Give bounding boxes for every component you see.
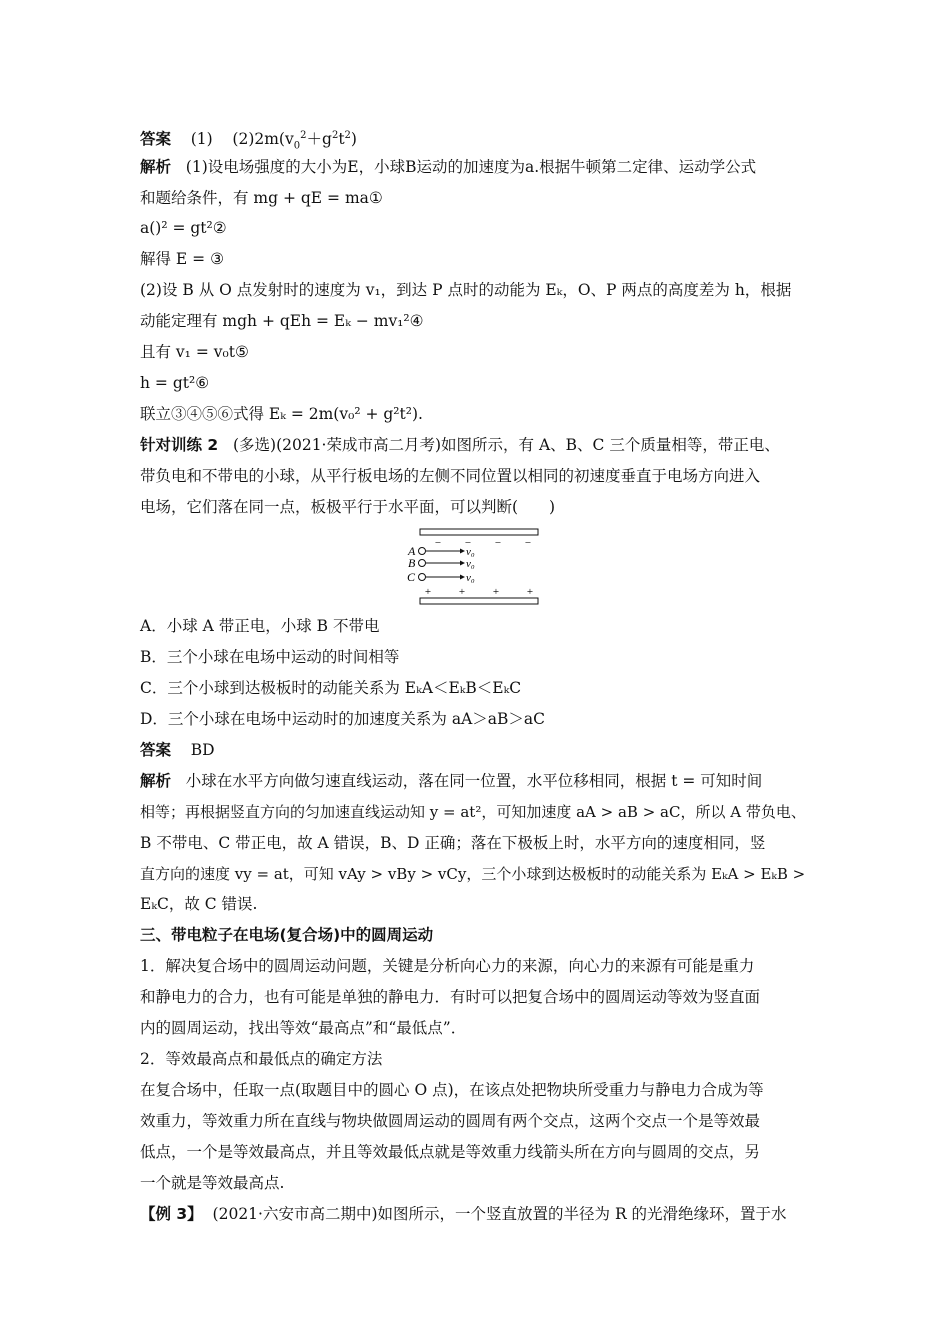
- minus-sign-3: −: [494, 537, 502, 549]
- option-d: D．三个小球在电场中运动时的加速度关系为 aA＞aB＞aC: [140, 710, 546, 728]
- ball-a: [419, 548, 426, 555]
- section3-p2: 2．等效最高点和最低点的确定方法: [140, 1050, 383, 1068]
- answer2-line: [140, 740, 215, 760]
- section3-p3-line3: 低点，一个是等效最高点，并且等效最低点就是等效重力线箭头所在方向与圆周的交点，另: [140, 1143, 761, 1161]
- answer2-text: BD: [190, 741, 215, 759]
- section3-heading: 三、带电粒子在电场(复合场)中的圆周运动: [140, 926, 434, 944]
- ball-a-arrowhead: [460, 549, 465, 554]
- option-b: B．三个小球在电场中运动的时间相等: [140, 648, 400, 666]
- section3-p1-line3: 内的圆周运动，找出等效“最高点”和“最低点”．: [140, 1019, 467, 1037]
- analysis1-line4: 解得 E = ③: [140, 250, 224, 268]
- analysis1-line2: 和题给条件，有 mg + qE = ma①: [140, 189, 383, 207]
- ball-a-velocity: v₀: [466, 546, 475, 558]
- plus-sign-4: +: [526, 586, 534, 598]
- ball-c-label: C: [407, 570, 416, 584]
- analysis2-label: 解析: [140, 772, 172, 790]
- ball-b: [419, 560, 426, 567]
- analysis2-line5: EₖC，故 C 错误.: [140, 895, 258, 913]
- ball-c-arrowhead: [460, 575, 465, 580]
- minus-sign-2: −: [464, 537, 472, 549]
- training2-line3: 电场，它们落在同一点，板极平行于水平面，可以判断( ): [140, 498, 556, 516]
- section3-p3-line1: 在复合场中，任取一点(取题目中的圆心 O 点)，在该点处把物块所受重力与静电力合成为等: [140, 1081, 764, 1099]
- analysis1-line9: 联立③④⑤⑥式得 Eₖ = 2m(v₀² + g²t²).: [140, 405, 423, 423]
- plus-sign-1: +: [424, 586, 432, 598]
- training2-text1: (多选)(2021·荣成市高二月考)如图所示，有 A、B、C 三个质量相等，带正电、: [232, 436, 780, 454]
- answer1-part3: ＋g: [306, 130, 332, 149]
- answer1-part1: (1): [190, 130, 213, 149]
- answer1-part5: ): [350, 130, 357, 149]
- option-c: C．三个小球到达极板时的动能关系为 EₖA＜EₖB＜EₖC: [140, 679, 522, 697]
- section3-p3-line4: 一个就是等效最高点.: [140, 1174, 285, 1192]
- answer2-label: 答案: [140, 741, 172, 759]
- analysis1-line6: 动能定理有 mgh + qEh = Eₖ − mv₁²④: [140, 312, 424, 330]
- option-a: A．小球 A 带正电，小球 B 不带电: [140, 617, 380, 635]
- ball-a-label: A: [408, 544, 416, 558]
- training2-label: 针对训练 2: [140, 436, 219, 454]
- answer1-part4: t: [338, 130, 345, 149]
- ball-b-velocity: v₀: [466, 558, 475, 570]
- plus-sign-3: +: [492, 586, 500, 598]
- analysis1-line1: [140, 157, 756, 177]
- plus-sign-2: +: [458, 586, 466, 598]
- analysis1-line3: a()² = gt²②: [140, 219, 227, 237]
- analysis2-line2: 相等；再根据竖直方向的匀加速直线运动知 y = at²，可知加速度 aA > aB > aC，所以 A 带负电、: [140, 803, 806, 821]
- ball-b-arrowhead: [460, 561, 465, 566]
- analysis2-text1: 小球在水平方向做匀速直线运动，落在同一位置，水平位移相同，根据 t = 可知时间: [185, 772, 763, 790]
- analysis1-label: 解析: [140, 158, 172, 176]
- analysis1-line5: (2)设 B 从 O 点发射时的速度为 v₁，到达 P 点时的动能为 Eₖ，O、P 两点的高度差为 h，根据: [140, 281, 792, 299]
- section3-p1-line1: 1．解决复合场中的圆周运动问题，关键是分析向心力的来源，向心力的来源有可能是重力: [140, 957, 755, 975]
- section3-p1-line2: 和静电力的合力，也有可能是单独的静电力．有时可以把复合场中的圆周运动等效为竖直面: [140, 988, 761, 1006]
- analysis1-line8: h = gt²⑥: [140, 374, 210, 392]
- example3-text: (2021·六安市高二期中)如图所示，一个竖直放置的半径为 R 的光滑绝缘环，置于水: [212, 1205, 787, 1223]
- answer1-label: 答案: [140, 130, 172, 149]
- training2-line2: 带负电和不带电的小球，从平行板电场的左侧不同位置以相同的初速度垂直于电场方向进入: [140, 467, 761, 485]
- example3-label: 【例 3】: [140, 1205, 203, 1223]
- answer1-part2: (2)2m(v: [232, 130, 294, 149]
- bottom-plate: [420, 598, 538, 604]
- top-plate: [420, 529, 538, 535]
- analysis1-line7: 且有 v₁ = v₀t⑤: [140, 343, 249, 361]
- section3-p3-line2: 效重力，等效重力所在直线与物块做圆周运动的圆周有两个交点，这两个交点一个是等效最: [140, 1112, 761, 1130]
- analysis1-text1: (1)设电场强度的大小为E，小球B运动的加速度为a.根据牛顿第二定律、运动学公式: [185, 158, 757, 176]
- training2-line1: [140, 435, 780, 455]
- ball-c-velocity: v₀: [466, 572, 475, 584]
- minus-sign-1: −: [434, 537, 442, 549]
- analysis2-line3: B 不带电、C 带正电，故 A 错误，B、D 正确；落在下极板上时，水平方向的速度相同，竖: [140, 834, 766, 852]
- analysis2-line4: 直方向的速度 vy = at，可知 vAy > vBy > vCy，三个小球到达极板时的动能关系为 EₖA > EₖB >: [140, 865, 806, 883]
- analysis2-line1: [140, 771, 762, 791]
- ball-b-label: B: [408, 556, 416, 570]
- parallel-plate-figure: [400, 524, 550, 608]
- minus-sign-4: −: [524, 537, 532, 549]
- example3-line: [140, 1204, 787, 1224]
- answer1-line: 答案 (1) $(2)2m(v_0^2+g^2t^2)$: [140, 130, 357, 152]
- ball-c: [419, 574, 426, 581]
